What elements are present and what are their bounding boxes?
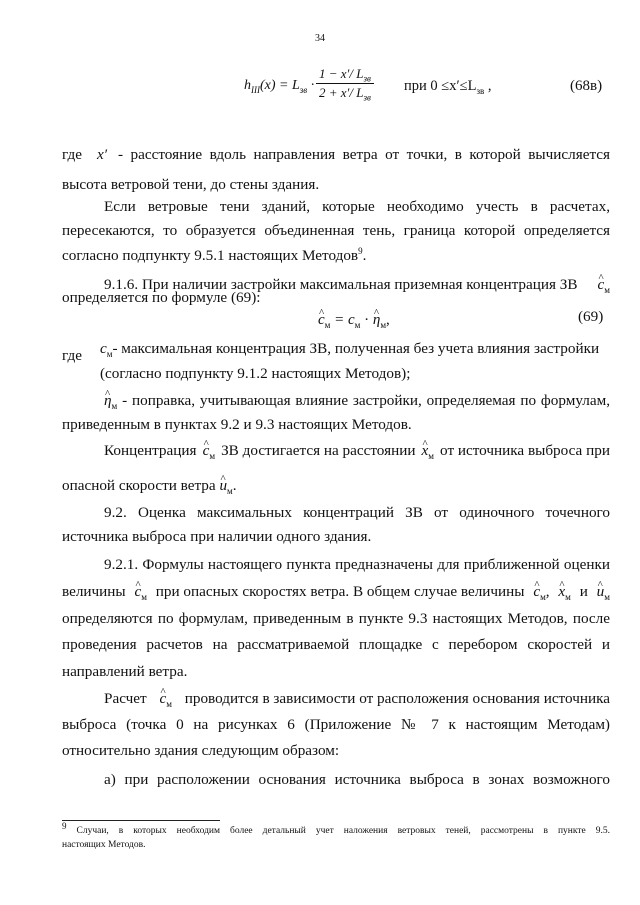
- footnote-divider: [62, 820, 220, 821]
- page-number: 34: [315, 33, 325, 44]
- where-eta-line: ^ $\eta_м$ - поправка, учитывающая влияние застройки, определяемая по формулам,: [104, 392, 610, 410]
- formula-69: ^ $c_м = c_м$ · ^ $\eta_м$,: [318, 311, 390, 329]
- formula-68v: $h_{III}(x) = L_{зв}$ · 1 − x′/ $L_{зв}$ 2 + x′/ $L_{зв}$ при $0 \le x'\le L_{зв}$ , (68в): [244, 66, 603, 103]
- para-calc-line3: относительно здания следующим образом:: [62, 742, 340, 759]
- para-calc-line2: выброса (точка 0 на рисунках 6 (Приложение № 7 к настоящим Методам): [62, 716, 610, 733]
- footnote: $^9$ Случаи, в которых необходим более детальный учет наложения ветровых теней, рассмотрены в пункте 9.5.: [62, 820, 610, 836]
- formula-number: (68в): [570, 78, 603, 94]
- where-x-desc: - расстояние вдоль направления ветра от точки, в которой вычисляется: [118, 146, 610, 163]
- where-x-line: где: [62, 146, 82, 163]
- para-921-line4: проведения расчетов на рассматриваемой площадке с перебором скоростей и: [62, 636, 610, 653]
- formula-69-number: (69): [578, 308, 604, 325]
- para-calc-line1: Расчет ^ $c_м$ проводится в зависимости от расположения основания источника: [104, 690, 610, 708]
- where-cm-label: где: [62, 347, 82, 364]
- para-shadows-line2: пересекаются, то образуется объединенная тень, граница которой определяется: [62, 222, 610, 239]
- where-cm-line2: (согласно подпункту 9.1.2 настоящих Методов);: [100, 365, 411, 382]
- where-eta-line2: приведенным в пунктах 9.2 и 9.3 настоящих Методов.: [62, 416, 412, 433]
- formula-condition: при 0 ≤x′≤L: [404, 78, 477, 94]
- footnote-line2: настоящих Методов.: [62, 840, 146, 850]
- formula-lhs: h: [244, 78, 251, 93]
- formula-fraction: 1 − x′/ $L_{зв}$ 2 + x′/ $L_{зв}$: [316, 66, 374, 101]
- para-921-line5: направлений ветра.: [62, 663, 188, 680]
- var-x-prime: x′: [97, 146, 108, 163]
- section-92-line1: 9.2. Оценка максимальных концентраций ЗВ от одиночного точечного: [104, 504, 610, 521]
- footnote-ref: 9: [358, 245, 363, 256]
- para-conc-line1: Концентрация ^ $c_м$ ЗВ достигается на расстоянии ^ $x_м$ от источника выброса при: [104, 442, 610, 460]
- para-921-line1: 9.2.1. Формулы настоящего пункта предназначены для приближенной оценки: [104, 556, 610, 573]
- where-x-desc-2: высота ветровой тени, до стены здания.: [62, 176, 320, 193]
- section-92-line2: источника выброса при наличии одного здания.: [62, 528, 372, 545]
- where-cm-line1: $c_м-$ максимальная концентрация ЗВ, полученная без учета влияния застройки: [100, 340, 600, 360]
- para-shadows-line1: Если ветровые тени зданий, которые необходимо учесть в расчетах,: [104, 198, 610, 215]
- para-a-line1: а) при расположении основания источника выброса в зонах возможного: [104, 771, 610, 788]
- para-shadows-line3: согласно подпункту 9.5.1 настоящих Методов$^9$.: [62, 245, 367, 264]
- para-916-line1: 9.1.6. При наличии застройки максимальная приземная концентрация ЗВ ^ $c_м$: [104, 276, 610, 294]
- para-921-line3: определяются по формулам, приведенным в пункте 9.3 настоящих Методов, после: [62, 610, 610, 627]
- para-conc-line2: опасной скорости ветра ^ $u_м$.: [62, 477, 237, 495]
- para-916-line2: определяется по формуле (69):: [62, 289, 261, 306]
- para-921-line2: величины ^ $c_м$ при опасных скоростях ветра. В общем случае величины ^ $c_м$, ^ $x_м$ и ^ $u_м$: [62, 583, 610, 601]
